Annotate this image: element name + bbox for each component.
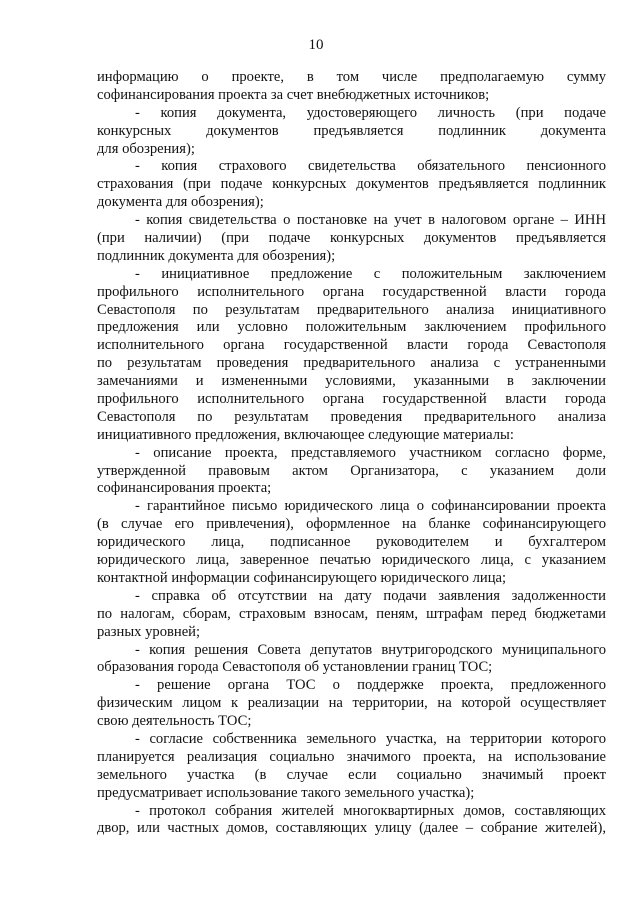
text-line: профильного исполнительного органа государственной власти города xyxy=(97,391,606,408)
text-line: - инициативное предложение с положительным заключением xyxy=(135,265,606,282)
text-line: - гарантийное письмо юридического лица о софинансировании проекта xyxy=(135,498,606,515)
text-line: по налогам, сборам, страховым взносам, пеням, штрафам перед бюджетами xyxy=(97,605,606,622)
text-line: двор, или частных домов, составляющих улицу (далее – собрание жителей), xyxy=(97,820,606,837)
text-line: образования города Севастополя об установлении границ ТОС; xyxy=(97,659,493,676)
text-line: для обозрения); xyxy=(97,140,195,157)
text-line: - справка об отсутствии на дату подачи заявления задолженности xyxy=(135,587,606,604)
text-line: Севастополя по результатам проведения предварительного анализа xyxy=(97,408,606,425)
text-line: - копия решения Совета депутатов внутригородского муниципального xyxy=(135,641,606,658)
text-line: по результатам проведения предварительного анализа с устраненными xyxy=(97,355,606,372)
text-line: - решение органа ТОС о поддержке проекта, предложенного xyxy=(135,677,606,694)
text-line: профильного исполнительного органа государственной власти города xyxy=(97,283,606,300)
text-line: юридического лица, заверенное печатью юридического лица, с указанием xyxy=(97,552,606,569)
text-line: страхования (при подаче конкурсных документов предъявляется подлинник xyxy=(97,176,606,193)
text-line: предусматривает использование такого земельного участка); xyxy=(97,784,475,801)
text-line: - копия страхового свидетельства обязательного пенсионного xyxy=(135,158,606,175)
text-line: земельного участка (в случае если социально значимый проект xyxy=(97,766,606,783)
text-line: софинансирования проекта за счет внебюджетных источников; xyxy=(97,86,490,103)
text-line: разных уровней; xyxy=(97,623,201,640)
text-line: утвержденной правовым актом Организатора, с указанием доли xyxy=(97,462,606,479)
text-line: (при наличии) (при подаче конкурсных документов предъявляется xyxy=(97,230,606,247)
text-line: исполнительного органа государственной власти города Севастополя xyxy=(97,337,606,354)
text-line: свою деятельность ТОС; xyxy=(97,713,252,730)
text-line: - копия документа, удостоверяющего личность (при подаче xyxy=(135,104,606,121)
text-line: Севастополя по результатам предварительного анализа инициативного xyxy=(97,301,606,318)
text-line: софинансирования проекта; xyxy=(97,480,272,497)
text-line: замечаниями и измененными условиями, указанными в заключении xyxy=(97,373,606,390)
text-line: планируется реализация социально значимого проекта, на использование xyxy=(97,748,606,765)
text-line: предложения или условно положительным заключением профильного xyxy=(97,319,606,336)
text-line: инициативного предложения, включающее следующие материалы: xyxy=(97,426,514,443)
text-line: - согласие собственника земельного участка, на территории которого xyxy=(135,730,606,747)
text-line: подлинник документа для обозрения); xyxy=(97,247,336,264)
text-line: юридического лица, подписанное руководителем и бухгалтером xyxy=(97,534,606,551)
text-line: - протокол собрания жителей многоквартирных домов, составляющих xyxy=(135,802,606,819)
text-line: конкурсных документов предъявляется подлинник документа xyxy=(97,122,606,139)
text-line: - копия свидетельства о постановке на учет в налоговом органе – ИНН xyxy=(135,212,606,229)
text-line: контактной информации софинансирующего юридического лица; xyxy=(97,569,507,586)
text-line: (в случае его привлечения), оформленное на бланке софинансирующего xyxy=(97,516,606,533)
text-line: - описание проекта, представляемого участником согласно форме, xyxy=(135,444,606,461)
document-body xyxy=(97,69,606,838)
text-line: информацию о проекте, в том числе предполагаемую сумму xyxy=(97,69,606,85)
text-line: физическим лицом к реализации на территории, на которой осуществляет xyxy=(97,695,606,712)
text-line: документа для обозрения); xyxy=(97,194,264,211)
page-number: 10 xyxy=(308,37,324,53)
